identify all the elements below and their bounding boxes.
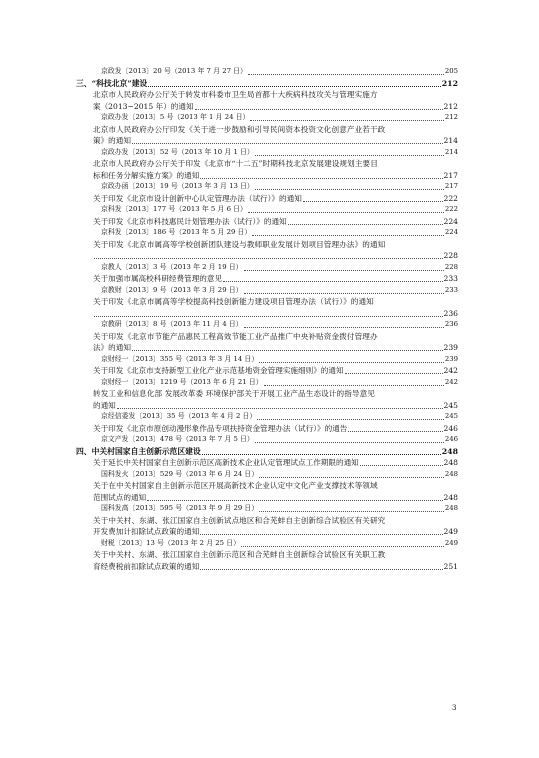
toc-page-ref: 239 — [444, 354, 458, 363]
toc-page-ref: 222 — [444, 205, 458, 213]
dot-leader — [264, 385, 444, 386]
toc-entry-text: 京科发〔2013〕177 号（2013 年 5 月 6 日） — [101, 205, 247, 213]
toc-page-ref: 228 — [444, 262, 458, 271]
toc-doc-number — [76, 354, 458, 366]
toc-page-ref: 239 — [443, 343, 458, 352]
dot-leader — [200, 534, 442, 535]
dot-leader — [255, 155, 444, 156]
dot-leader — [252, 235, 444, 236]
toc-entry-text: 京政办发〔2013〕52 号（2013 年 10 月 1 日） — [101, 147, 254, 156]
toc-entry-text: 开发费加计扣除试点政策的通知 — [93, 527, 200, 536]
toc-page-ref: 248 — [444, 504, 458, 512]
toc-entry-first-line: 北京市人民政府办公厅印发《关于进一步鼓励和引导民间资本投资文化创意产业若干政 — [93, 124, 386, 134]
toc-doc-number — [76, 319, 458, 331]
toc-entry — [76, 216, 458, 228]
toc-page-ref: 214 — [443, 136, 458, 145]
dot-leader — [360, 465, 443, 466]
dot-leader — [257, 419, 444, 420]
toc-page-ref: 233 — [444, 285, 458, 294]
dot-leader — [244, 270, 444, 271]
toc-entry-first-line: 关于中关村、东湖、张江国家自主创新示范区和合芜蚌自主创新综合试验区有关职工教 — [93, 550, 386, 559]
dot-leader — [259, 362, 444, 363]
dot-leader — [244, 327, 444, 328]
toc-entry-text: 育经费税前扣除试点政策的通知 — [93, 561, 200, 571]
toc-doc-number — [76, 285, 458, 297]
toc-entry-continuation — [76, 342, 458, 354]
toc-entry-text: 京财经一〔2013〕1219 号（2013 年 6 月 21 日） — [101, 377, 263, 386]
toc-entry-continuation — [76, 250, 458, 262]
dot-leader — [94, 316, 443, 317]
toc-page-ref: 242 — [443, 366, 458, 375]
toc-entry — [76, 365, 458, 377]
toc-page-ref: 212 — [441, 78, 458, 88]
toc-page-ref: 251 — [443, 561, 458, 571]
toc-doc-number — [76, 538, 458, 550]
toc-doc-number — [76, 227, 458, 239]
toc-entry-continuation — [76, 308, 458, 320]
dot-leader — [94, 258, 443, 259]
dot-leader — [195, 109, 443, 110]
toc-page-ref: 222 — [443, 193, 458, 203]
toc-entry-text: 京教人〔2013〕3 号（2013 年 2 月 19 日） — [101, 262, 243, 271]
dot-leader — [288, 224, 443, 225]
toc-page-ref: 205 — [444, 67, 458, 75]
toc-entry-text: 法》的通知 — [93, 343, 131, 352]
dot-leader — [248, 74, 444, 75]
toc-page-ref: 212 — [443, 101, 458, 111]
toc-entry — [76, 423, 458, 435]
toc-entry-first-line: 关于在中关村国家自主创新示范区开展高新技术企业认定中文化产业支撑技术等领域 — [93, 481, 378, 490]
dot-leader — [348, 431, 442, 432]
toc-page-ref: 248 — [443, 458, 458, 467]
toc-entry-text: 京政发〔2013〕20 号（2013 年 7 月 27 日） — [101, 67, 247, 75]
dot-leader — [244, 293, 444, 294]
toc-section-heading — [76, 446, 458, 458]
toc-doc-number — [76, 262, 458, 274]
toc-entry-text: 关于印发《北京市支持新型工业化产业示范基地资金管理实施细则》的通知 — [93, 366, 344, 375]
table-of-contents — [76, 66, 458, 572]
toc-entry-text: 京科发〔2013〕186 号（2013 年 5 月 29 日） — [101, 228, 252, 236]
toc-entry-text: 国科发高〔2013〕595 号（2013 年 9 月 29 日） — [101, 504, 259, 512]
toc-page-ref: 224 — [444, 228, 458, 236]
toc-page-ref: 246 — [444, 435, 458, 443]
toc-doc-number — [76, 147, 458, 159]
toc-entry-text: 关于印发《北京市设计创新中心认定管理办法（试行）》的通知 — [93, 193, 302, 203]
toc-entry-text: 的通知 — [93, 400, 116, 410]
toc-entry-first-line: 转发工业和信息化部 发展改革委 环境保护部关于开展工业产品生态设计的指导意见 — [93, 389, 375, 398]
toc-entry-text: 策》的通知 — [93, 136, 131, 145]
toc-entry-text: 京教研〔2013〕8 号（2013 年 11 月 4 日） — [101, 320, 243, 328]
toc-entry-first-line: 关于印发《北京市属高等学校创新团队建设与教师职业发展计划项目管理办法》的通知 — [93, 239, 386, 249]
toc-page-ref: 217 — [443, 170, 458, 180]
toc-entry-text: 京经信委发〔2013〕35 号（2013 年 4 月 2 日） — [101, 412, 257, 420]
dot-leader — [255, 189, 444, 190]
toc-page-ref: 228 — [443, 251, 458, 260]
toc-page-ref: 212 — [444, 113, 458, 121]
toc-doc-number — [76, 377, 458, 389]
toc-page-ref: 249 — [443, 527, 458, 536]
toc-entry-text: 关于印发《北京市原创动漫形象作品专项扶持资金管理办法（试行）》的通告 — [93, 423, 348, 433]
toc-page-ref: 248 — [444, 469, 458, 478]
toc-entry-text: 案（2013−2015 年）的通知 — [93, 101, 194, 111]
toc-entry-text: 京政办发〔2013〕5 号（2013 年 1 月 24 日） — [101, 113, 250, 121]
toc-page-ref: 248 — [443, 492, 458, 502]
toc-page-ref: 242 — [444, 377, 458, 386]
toc-doc-number — [76, 112, 458, 124]
toc-entry-first-line: 关于印发《北京市属高等学校提高科技创新能力建设项目管理办法（试行）》的通知 — [93, 297, 374, 306]
toc-entry-text: 范围试点的通知 — [93, 492, 147, 502]
toc-section-heading — [76, 78, 458, 90]
toc-page-ref: 245 — [444, 412, 458, 420]
toc-entry-text: 标和任务分解实施方案》的通知 — [93, 170, 200, 180]
toc-entry — [76, 193, 458, 205]
toc-entry-text: 财税〔2013〕13 号（2013 年 2 月 25 日） — [101, 538, 241, 547]
toc-page-ref: 224 — [443, 216, 458, 226]
toc-doc-number — [76, 66, 458, 78]
toc-doc-number — [76, 503, 458, 515]
dot-leader — [248, 212, 444, 213]
toc-doc-number — [76, 469, 458, 481]
dot-leader — [250, 120, 443, 121]
toc-entry-text: 关于加强市属高校科研经费管理的意见 — [93, 274, 223, 283]
page-number: 3 — [452, 704, 457, 712]
dot-leader — [223, 281, 442, 282]
dot-leader — [132, 143, 443, 144]
toc-entry-text: 关于印发《北京市科技惠民计划管理办法（试行）》的通知 — [93, 216, 287, 226]
toc-entry-continuation — [76, 135, 458, 147]
dot-leader — [259, 511, 444, 512]
toc-entry-text: 三、“科技北京”建设 — [76, 78, 148, 88]
toc-page-ref: 236 — [444, 320, 458, 328]
toc-entry-text: 京财经一〔2013〕355 号（2013 年 3 月 14 日） — [101, 354, 259, 363]
toc-entry — [76, 273, 458, 285]
toc-entry-first-line: 北京市人民政府办公厅关于转发市科委市卫生局首都十大疾病科技攻关与管理实施方 — [93, 90, 378, 99]
toc-entry-first-line: 关于中关村、东湖、张江国家自主创新试点地区和合芜蚌自主创新综合试验区有关研究 — [93, 515, 386, 525]
toc-entry-text: 四、中关村国家自主创新示范区建设 — [76, 446, 201, 456]
dot-leader — [200, 178, 442, 179]
toc-page-ref: 233 — [443, 274, 458, 283]
toc-doc-number — [76, 411, 458, 423]
dot-leader — [345, 373, 443, 374]
dot-leader — [259, 477, 444, 478]
toc-entry-continuation — [76, 492, 458, 504]
toc-doc-number — [76, 181, 458, 193]
toc-entry-first-line: 北京市人民政府办公厅关于印发《北京市“十二五”时期科技北京发展建设规划主要目 — [93, 159, 378, 168]
toc-entry-continuation — [76, 170, 458, 182]
dot-leader — [202, 454, 441, 455]
toc-page-ref: 217 — [444, 182, 458, 190]
dot-leader — [241, 546, 444, 547]
dot-leader — [132, 350, 443, 351]
toc-entry-continuation — [76, 400, 458, 412]
dot-leader — [200, 569, 442, 570]
toc-page-ref: 248 — [441, 446, 458, 456]
toc-entry-text: 国科发火〔2013〕529 号（2013 年 6 月 24 日） — [101, 469, 259, 478]
toc-entry — [76, 457, 458, 469]
toc-entry-continuation — [76, 561, 458, 573]
toc-page-ref: 246 — [443, 423, 458, 433]
toc-entry-text: 关于延长中关村国家自主创新示范区高新技术企业认定管理试点工作期限的通知 — [93, 458, 359, 467]
toc-entry-continuation — [76, 526, 458, 538]
dot-leader — [147, 500, 442, 501]
toc-entry-first-line: 关于印发《北京市节能产品惠民工程高效节能工业产品推广中央补贴资金拨付管理办 — [93, 331, 378, 341]
toc-entry-continuation — [76, 101, 458, 113]
toc-entry-text: 京政办函〔2013〕19 号（2013 年 3 月 13 日） — [101, 182, 254, 190]
toc-doc-number — [76, 434, 458, 446]
toc-page-ref: 245 — [443, 400, 458, 410]
dot-leader — [303, 201, 443, 202]
toc-entry-text: 京教财〔2013〕9 号（2013 年 3 月 29 日） — [101, 285, 243, 294]
toc-doc-number — [76, 204, 458, 216]
toc-entry-text: 京文产发〔2013〕478 号（2013 年 7 月 5 日） — [101, 435, 254, 443]
dot-leader — [255, 442, 444, 443]
toc-page-ref: 249 — [444, 538, 458, 547]
toc-page-ref: 236 — [443, 308, 458, 318]
dot-leader — [117, 408, 443, 409]
dot-leader — [148, 86, 440, 87]
toc-page-ref: 214 — [444, 147, 458, 156]
